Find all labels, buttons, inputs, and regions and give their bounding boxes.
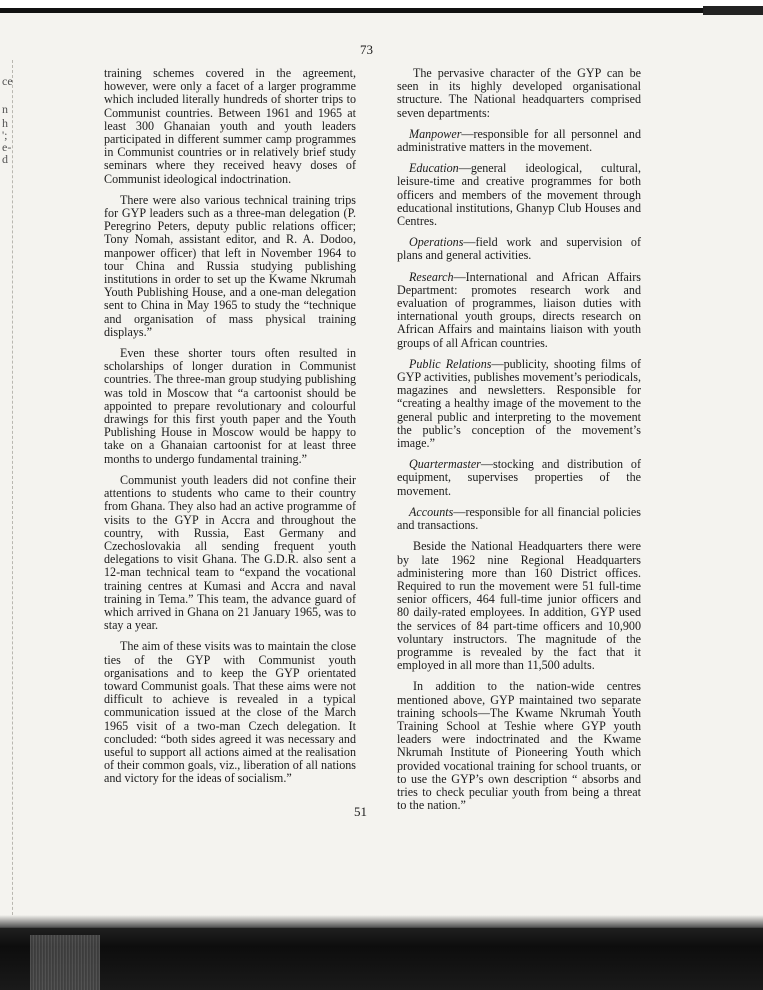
gutter-fragment: '; xyxy=(2,128,8,142)
department-description: —International and African Affairs Department: promotes research work and evaluation of programmes, liaison duties with international youth groups, directs research on African Affairs and maintains liaison with youth groups of all African countries. xyxy=(397,269,641,350)
department-entry xyxy=(397,271,641,350)
department-name: Operations xyxy=(409,235,464,250)
page-number-top: 73 xyxy=(360,42,373,57)
department-description: —general ideological, cultural, leisure-time and creative programmes for both officers and members of the movement through educational institutions, Ghanyp Club Houses and Centres. xyxy=(397,161,641,229)
scan-bottom-corner-texture xyxy=(30,935,100,990)
scan-bottom-shadow xyxy=(0,915,763,929)
department-entry xyxy=(397,506,641,532)
department-name: Public Relations xyxy=(409,356,492,371)
right-column xyxy=(397,67,641,820)
department-entry xyxy=(397,358,641,450)
department-entry xyxy=(397,458,641,498)
paragraph: Communist youth leaders did not confine their attentions to students who came to their country from Ghana. They also had an active programme of visits to the GYP in Accra and throughout the country, with Russia, East Germany and Czechoslovakia all sending frequent youth delegations to visit Ghana. The G.D.R. also sent a 12-man technical team to “expand the vocational training centres at Kumasi and Accra and naval training in Tema.” This team, the advance guard of which arrived in Ghana on 21 January 1965, was to stay a year. xyxy=(104,472,356,633)
paragraph: training schemes covered in the agreement, however, were only a facet of a larger programme which included literally hundreds of shorter trips to Communist countries. Between 1961 and 1965 at least 300 Ghanaian youth and youth leaders participated in different summer camp programmes in Communist countries or in relatively brief study seminars where they received heavy doses of Communist ideological indoctrination. xyxy=(104,66,356,186)
gutter-fragment: ce xyxy=(2,74,13,88)
paragraph: The pervasive character of the GYP can be seen in its highly developed organisational structure. The National headquarters comprised seven departments: xyxy=(397,66,641,120)
gutter-fragment: d xyxy=(2,152,8,166)
department-description: —stocking and distribution of equipment, supervises properties of the movement. xyxy=(397,457,641,498)
department-description: —responsible for all personnel and administrative matters in the movement. xyxy=(397,126,641,155)
department-name: Research xyxy=(409,269,454,284)
department-entry xyxy=(397,128,641,154)
left-gutter xyxy=(0,60,13,940)
paragraph: Even these shorter tours often resulted in scholarships of longer duration in Communist countries. The three-man group studying publishing was told in Moscow that “a cartoonist should be appointed to prepare revolutionary and colourful drawings for this first youth paper and the Youth Publishing House in Moscow would be happy to take on a Ghanaian cartoonist for at least three months to undergo fundamental training.” xyxy=(104,346,356,466)
department-entry xyxy=(397,162,641,228)
department-description: —field work and supervision of plans and general activities. xyxy=(397,235,641,263)
department-name: Manpower xyxy=(409,126,462,141)
department-name: Accounts xyxy=(409,504,454,519)
scan-top-rule-tip xyxy=(703,6,763,15)
department-name: Education xyxy=(409,161,459,176)
gutter-fragment: h xyxy=(2,116,8,130)
paragraph: Beside the National Headquarters there were by late 1962 nine Regional Headquarters administering more than 160 District offices. Required to run the movement were 51 full-time senior officers, 464 full-time junior officers and 80 daily-rated employees. In addition, GYP used the services of 84 part-time officers and 10,900 voluntary instructors. The magnitude of the programme is revealed by the fact that it employed in all more than 11,500 adults. xyxy=(397,539,641,673)
department-entry xyxy=(397,236,641,262)
paragraph: The aim of these visits was to maintain the close ties of the GYP with Communist youth organisations and to keep the GYP orientated toward Communist goals. That these aims were not difficult to achieve is revealed in a typical communication issued at the close of the March 1965 visit of a two-man Czech delegation. It concluded: “both sides agreed it was necessary and useful to support all actions aimed at the realisation of their common goals, viz., liberation of all nations and victory for the ideas of socialism.” xyxy=(104,639,356,786)
page-number-bottom: 51 xyxy=(354,804,367,819)
left-column xyxy=(104,67,356,794)
scan-bottom-band xyxy=(0,928,763,990)
department-description: —publicity, shooting films of GYP activities, publishes movement’s periodicals, magazines and newsletters. Responsible for “creating a healthy image of the movement to the general public and interpreting to the movement the public’s conception of the movement’s image.” xyxy=(397,356,642,451)
gutter-fragment: e- xyxy=(2,140,12,154)
department-description: —responsible for all financial policies and transactions. xyxy=(397,504,641,533)
paragraph: There were also various technical training trips for GYP leaders such as a three-man delegation (P. Peregrino Peters, deputy public relations officer; Tony Nomah, assistant editor, and R. A. Dodoo, manpower officer) that left in November 1964 to tour China and Russia studying publishing institutions in order to set up the Kwame Nkrumah Youth Publishing House, and a one-man delegation sent to China in May 1965 to study the “technique and organisation of mass physical training displays.” xyxy=(104,192,356,339)
paragraph: In addition to the nation-wide centres mentioned above, GYP maintained two separate training schools—The Kwame Nkrumah Youth Training School at Teshie where GYP youth leaders were indoctrinated and the Kwame Nkrumah Institute of Pioneering Youth which provided vocational training for school truants, or to use the GYP’s own description “ absorbs and tries to check peculiar youth from being a threat to the nation.” xyxy=(397,679,641,813)
department-name: Quartermaster xyxy=(409,457,481,472)
gutter-fragment: n xyxy=(2,102,8,116)
scan-top-rule xyxy=(0,0,763,16)
